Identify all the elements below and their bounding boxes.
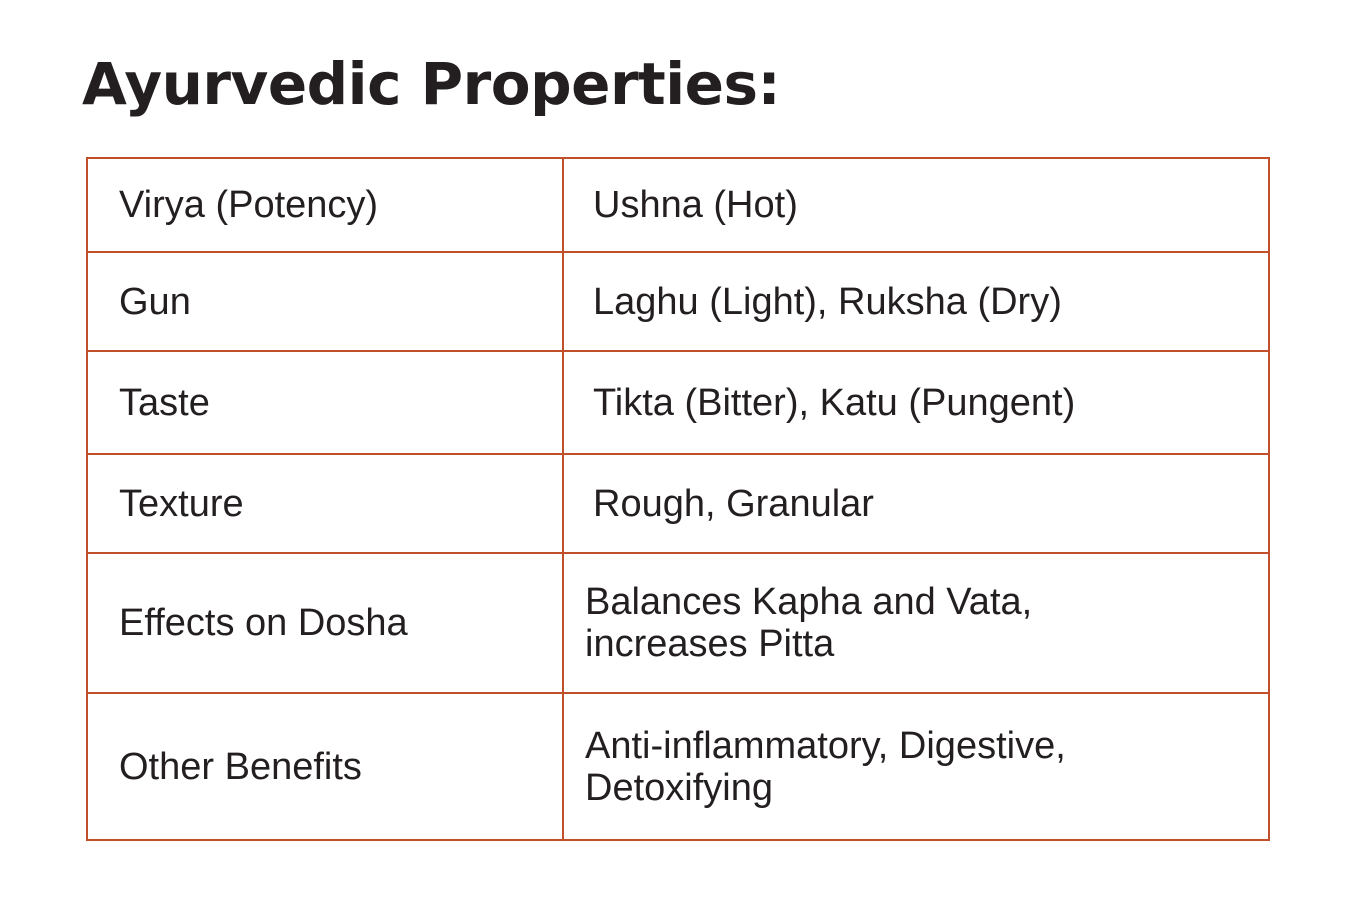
property-value-cell: Tikta (Bitter), Katu (Pungent)	[563, 351, 1269, 454]
property-name-cell: Gun	[87, 252, 563, 351]
property-value-cell: Ushna (Hot)	[563, 158, 1269, 252]
property-value-cell	[563, 693, 1269, 840]
property-value-cell	[563, 553, 1269, 693]
table-row	[87, 351, 1269, 454]
property-name-cell: Effects on Dosha	[87, 553, 563, 693]
property-value-cell: Rough, Granular	[563, 454, 1269, 553]
page-title: Ayurvedic Properties:	[82, 50, 781, 118]
table-row	[87, 454, 1269, 553]
properties-table	[86, 157, 1270, 841]
table-row	[87, 158, 1269, 252]
value-line: Anti-inflammatory, Digestive,	[585, 724, 1066, 767]
property-name-cell: Other Benefits	[87, 693, 563, 840]
property-value-cell: Laghu (Light), Ruksha (Dry)	[563, 252, 1269, 351]
property-name-cell: Texture	[87, 454, 563, 553]
value-line: Balances Kapha and Vata,	[585, 581, 1033, 623]
table-row	[87, 693, 1269, 840]
value-line: increases Pitta	[585, 623, 835, 665]
property-name-cell: Taste	[87, 351, 563, 454]
table-row	[87, 553, 1269, 693]
value-line: Detoxifying	[585, 766, 773, 809]
property-name-cell: Virya (Potency)	[87, 158, 563, 252]
table-row	[87, 252, 1269, 351]
